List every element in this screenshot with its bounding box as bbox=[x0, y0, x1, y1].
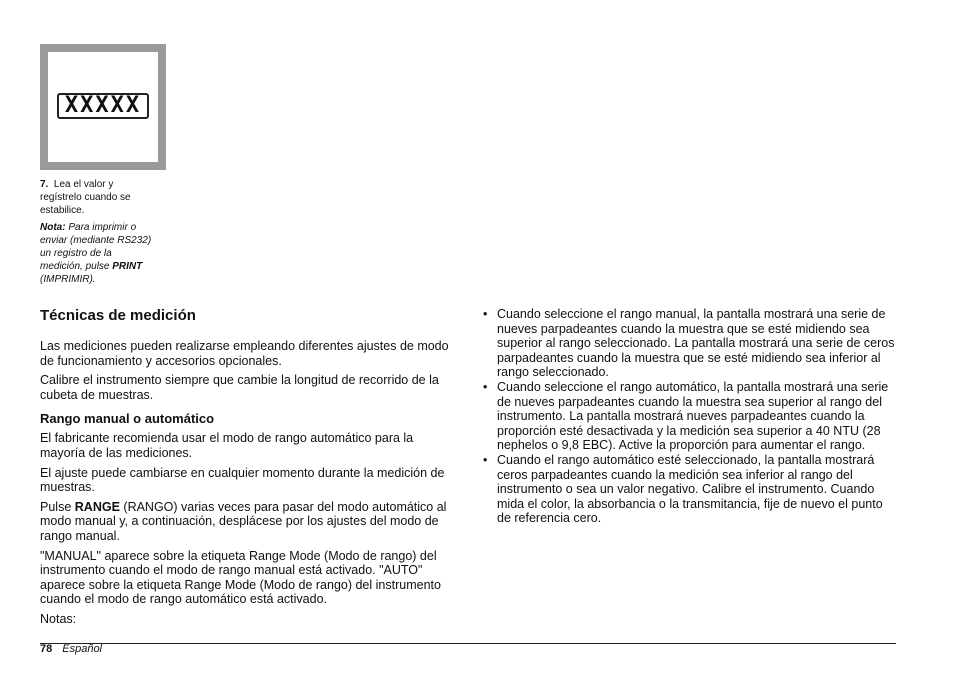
subsection-paragraph-3 bbox=[40, 500, 454, 544]
lcd-readout: XXXXX bbox=[64, 93, 142, 118]
section-title: Técnicas de medición bbox=[40, 307, 196, 324]
bullet-marker: • bbox=[483, 307, 488, 321]
right-column bbox=[481, 307, 899, 526]
subsection-paragraph-1: El fabricante recomienda usar el modo de rango automático para la mayoría de las mediciones. bbox=[40, 431, 414, 460]
footer-rule bbox=[40, 643, 896, 644]
section-paragraph-1: Las mediciones pueden realizarse empleando diferentes ajustes de modo de funcionamiento y accesorios opcionales. bbox=[40, 339, 449, 368]
display-figure bbox=[40, 44, 166, 170]
note-text-1: Para imprimir o enviar (mediante RS232) un registro de la medición, pulse bbox=[40, 222, 152, 272]
subsection-title: Rango manual o automático bbox=[40, 411, 215, 427]
range-text-pre: Pulse bbox=[40, 499, 72, 514]
note-text-2: (IMPRIMIR). bbox=[40, 274, 96, 285]
range-key: RANGE bbox=[74, 499, 120, 514]
subsection-paragraph-4: "MANUAL" aparece sobre la etiqueta Range Mode (Modo de rango) del instrumento cuando el modo de rango manual está activado. "AUTO" aparece sobre la etiqueta Range Mode (Modo de rango) del instrumento cuando el modo de rango automático está activado. bbox=[40, 548, 441, 607]
page-footer bbox=[40, 643, 102, 655]
section-paragraph-2: Calibre el instrumento siempre que cambie la longitud de recorrido de la cubeta de muestras. bbox=[40, 373, 439, 402]
list-item bbox=[481, 380, 899, 453]
list-item bbox=[481, 453, 899, 526]
bullet-marker: • bbox=[483, 452, 488, 467]
list-item-text: Cuando seleccione el rango manual, la pantalla mostrará una serie de nueves parpadeantes cuando la muestra que se esté midiendo sea superior al rango seleccionado. La pantalla mostrará una serie de ceros parpadeantes cuando la muestra que se esté midiendo sea inferior al rango seleccionado. bbox=[497, 307, 895, 380]
list-item-text: Cuando el rango automático esté seleccionado, la pantalla mostrará ceros parpadeantes cuando la medición sea inferior al rango del instrumento o sea un valor negativo. Calibre el instrumento. Cuando mida el color, la absorbancia o la transmitancia, fije de nuevo el punto de referencia cero. bbox=[497, 452, 883, 526]
note-label: Nota: bbox=[40, 222, 66, 233]
left-column bbox=[40, 307, 454, 632]
subsection-paragraph-2: El ajuste puede cambiarse en cualquier momento durante la medición de muestras. bbox=[40, 465, 445, 495]
page-number: 78 bbox=[40, 643, 53, 655]
list-item bbox=[481, 307, 899, 380]
note-key: PRINT bbox=[112, 261, 143, 272]
list-item-text: Cuando seleccione el rango automático, la pantalla mostrará una serie de nueves parpadeantes cuando la muestra sea superior al rango del instrumento. La pantalla mostrará nueves parpadeantes cuando la proporción esté desactivada y la medición sea superior a 40 NTU (28 nephelos o 9,8 EBC). Active la proporción para aumentar el rango. bbox=[497, 379, 889, 453]
lcd-display bbox=[57, 93, 149, 119]
note bbox=[40, 221, 155, 286]
step-7 bbox=[40, 178, 155, 217]
bullet-marker: • bbox=[483, 379, 488, 394]
notes-list bbox=[481, 307, 899, 526]
step-text: Lea el valor y regístrelo cuando se estabilice. bbox=[40, 179, 131, 216]
footer-language: Español bbox=[62, 643, 103, 655]
notes-label: Notas: bbox=[40, 611, 77, 626]
range-text-post: (RANGO) varias veces para pasar del modo automático al modo manual y, a continuación, desplácese por los ajustes del modo de rango manual. bbox=[40, 499, 447, 543]
step-number: 7. bbox=[40, 179, 49, 190]
